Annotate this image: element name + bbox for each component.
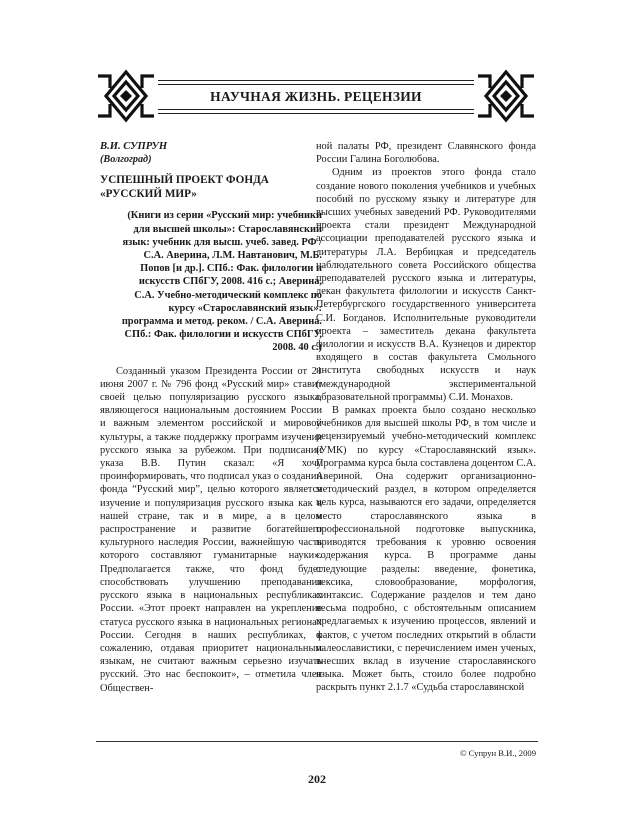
footer-divider — [96, 741, 538, 742]
header-bar — [158, 80, 474, 114]
body-paragraph: ной палаты РФ, президент Славянского фонда России Галина Боголюбова. — [316, 141, 536, 166]
article-title: УСПЕШНЫЙ ПРОЕКТ ФОНДА «РУССКИЙ МИР» — [100, 174, 269, 200]
page-number: 202 — [308, 772, 326, 786]
section-header — [96, 66, 536, 126]
copyright-notice: © Супрун В.И., 2009 — [459, 748, 536, 758]
body-paragraph: Созданный указом Президента России от 21 июня 2007 г. № 796 фонд «Русский мир» ставит своей целью популяризацию русского языка, являющегося национальным достоянием России и важным элементом российской и мировой культуры, а также поддержку программ изучения русского языка за рубежом. При подписании указа В.В. Путин сказал: «Я хочу проинформировать, что подписал указ о создании фонда “Русский мир”, целью которого является изучение и популяризация русского языка как в нашей стране, так и в мире, а в целом распространение и развитие богатейшего культурного наследия России, важнейшую часть которого составляют гуманитарные науки». Предполагается также, что фонд будет способствовать улучшению преподавания русского языка в национальных республиках России. «Этот проект направлен на укрепление статуса русского языка в национальных регионах России. Сегодня в наших республиках, к сожалению, отдавая приоритет национальным языкам, не считают важным серьезно изучать русский. Это нас беспокоит», – отметила член Обществен- — [100, 365, 322, 694]
right-column — [316, 140, 536, 695]
body-paragraph: В рамках проекта было создано несколько учебников для высшей школы РФ, в том числе и рецензируемый учебно-методический комплекс (УМК) по курсу «Старославянский язык». Программа курса была составлена доцентом С.А. Авериной. Она содержит организационно-методический раздел, в котором определяется цель курса, называются его задачи, определяется место старославянского языка в профессиональной подготовке выпускника, приводятся требования к уровню освоения содержания курса. В программе даны следующие разделы: введение, фонетика, лексика, словообразование, морфология, синтаксис. Содержание разделов и тем дано весьма подробно, с обстоятельным описанием предлагаемых к изучению процессов, явлений и фактов, с учетом последних открытий в области палеославистики, с перечислением имен ученых, внесших вклад в изучение старославянского языка. Может быть, стоило более подробно раскрыть пункт 2.1.7 «Судьба старославянской — [316, 405, 536, 694]
ornament-left-icon — [96, 66, 158, 126]
body-paragraph: Одним из проектов этого фонда стало создание нового поколения учебников и учебных пособий по русскому языку и литературе для высших учебных заведений РФ. Руководителями проекта стали президент Международной ассоциации преподавателей русского языка и литературы Л.А. Вербицкая и председатель наблюдательного совета Российского общества преподавателей русского языка и литературы, декан факультета филологии и искусств Санкт-Петербургского государственного университета С.И. Богданов. Исполнительные руководители проекта – заместитель декана факультета филологии и искусств В.А. Кузнецов и директор входящего в состав факультета Смольного института свободных искусств и наук (международной экспериментальной образовательной программы) С.И. Монахов. — [316, 167, 536, 403]
article-author: В.И. СУПРУН — [100, 141, 168, 152]
ornament-right-icon — [474, 66, 536, 126]
left-column — [100, 140, 322, 695]
book-citation: (Книги из серии «Русский мир: учебники для высшей школы»: Старославянский язык: учебник для высш. учеб. завед. РФ / С.А. Аверина, Л.М. Навтанович, М.Б. Попов [и др.]. СПб.: Фак. филологии и искусств СПбГУ, 2008. 416 с.; Аверина, С.А. Учебно-методический комплекс по курсу «Старославянский язык»: программа и метод. реком. / С.А. Аверина. СПб.: Фак. филологии и искусств СПбГУ, 2008. 40 с.) — [121, 210, 322, 354]
section-title: НАУЧНАЯ ЖИЗНЬ. РЕЦЕНЗИИ — [210, 89, 422, 104]
article-city: (Волгоград) — [100, 154, 152, 166]
